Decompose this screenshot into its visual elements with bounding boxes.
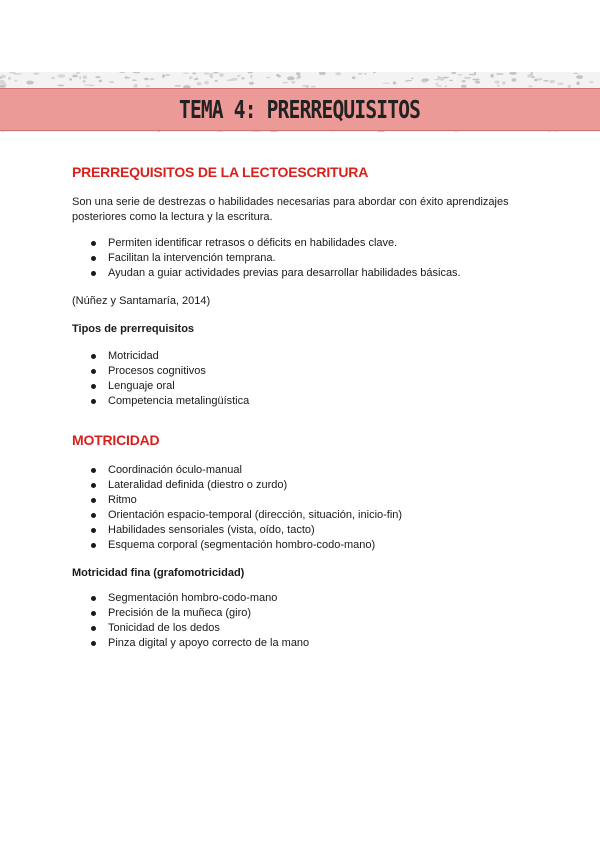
list-item: Esquema corporal (segmentación hombro-codo-mano) [72,538,402,553]
fine-motor-list [72,591,309,651]
citation: (Núñez y Santamaría, 2014) [72,295,211,307]
list-item: Lateralidad definida (diestro o zurdo) [72,478,402,493]
section-heading-motricidad: MOTRICIDAD [72,432,160,448]
list-item: Competencia metalingüística [72,394,249,409]
list-item: Facilitan la intervención temprana. [72,251,461,266]
title-banner [0,88,600,131]
section-heading-prerrequisitos: PRERREQUISITOS DE LA LECTOESCRITURA [72,164,369,180]
list-item: Segmentación hombro-codo-mano [72,591,309,606]
list-item: Precisión de la muñeca (giro) [72,606,309,621]
types-heading: Tipos de prerrequisitos [72,323,195,335]
list-item: Ritmo [72,493,402,508]
list-item: Procesos cognitivos [72,364,249,379]
types-list [72,349,249,409]
page-title: TEMA 4: PRERREQUISITOS [179,95,421,124]
list-item: Permiten identificar retrasos o déficits en habilidades clave. [72,236,461,251]
prerrequisitos-list [72,236,461,281]
intro-paragraph: Son una serie de destrezas o habilidades necesarias para abordar con éxito aprendizajes posteriores como la lectura y la escritura. [72,196,509,223]
list-item: Orientación espacio-temporal (dirección, situación, inicio-fin) [72,508,402,523]
list-item: Lenguaje oral [72,379,249,394]
list-item: Pinza digital y apoyo correcto de la mano [72,636,309,651]
list-item: Coordinación óculo-manual [72,463,402,478]
list-item: Tonicidad de los dedos [72,621,309,636]
motricidad-list [72,463,402,553]
list-item: Habilidades sensoriales (vista, oído, tacto) [72,523,402,538]
list-item: Motricidad [72,349,249,364]
fine-motor-heading: Motricidad fina (grafomotricidad) [72,567,245,579]
list-item: Ayudan a guiar actividades previas para desarrollar habilidades básicas. [72,266,461,281]
